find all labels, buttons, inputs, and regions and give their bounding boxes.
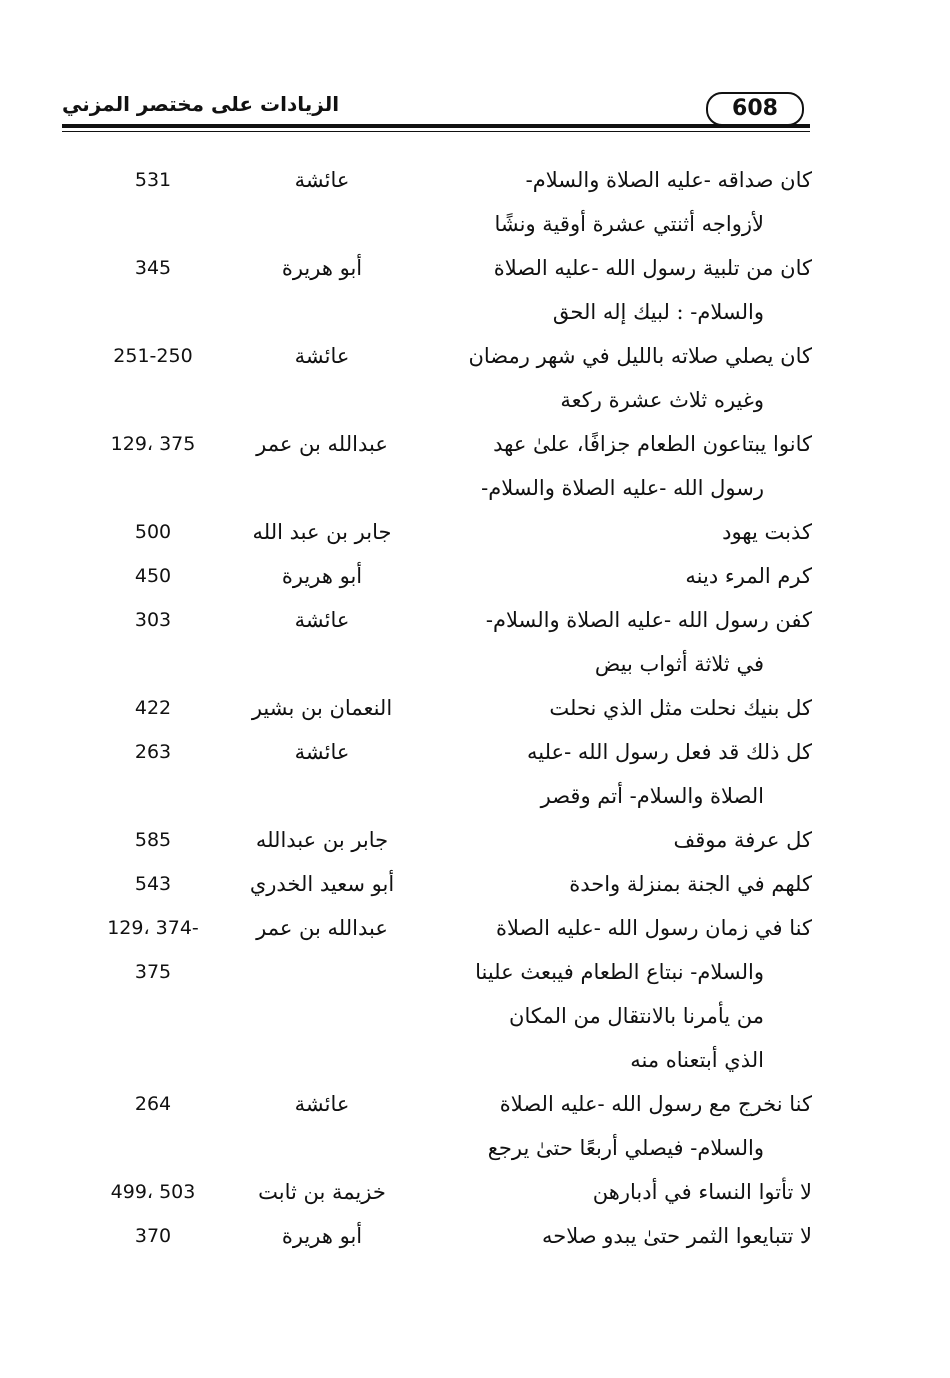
narrator-name: أبو هريرة bbox=[281, 256, 363, 280]
page-reference: 422 bbox=[134, 697, 172, 719]
hadith-text-line: كان يصلي صلاته بالليل في شهر رمضان bbox=[468, 344, 812, 368]
page-references bbox=[60, 862, 246, 906]
page-reference: 500 bbox=[134, 521, 172, 543]
hadith-text-continuation: الذي أبتعناه منه bbox=[630, 1048, 764, 1072]
running-title: الزيادات على مختصر المزني bbox=[62, 92, 340, 116]
page-references bbox=[60, 1082, 246, 1126]
hadith-text-line: كلهم في الجنة بمنزلة واحدة bbox=[569, 872, 812, 896]
hadith-text-continuation: والسلام- : لبيك إله الحق bbox=[552, 300, 764, 324]
narrator-name: أبو هريرة bbox=[281, 1224, 363, 1248]
hadith-text-line: كنا في زمان رسول الله -عليه الصلاة bbox=[496, 916, 812, 940]
hadith-text bbox=[432, 730, 812, 818]
hadith-text-line: كرم المرء دينه bbox=[685, 564, 812, 588]
page-references bbox=[60, 246, 246, 290]
hadith-text bbox=[432, 422, 812, 510]
hadith-text-continuation: من يأمرنا بالانتقال من المكان bbox=[509, 1004, 764, 1028]
narrator-name: أبو هريرة bbox=[281, 564, 363, 588]
hadith-text-line: كذبت يهود bbox=[722, 520, 812, 544]
page-references bbox=[60, 730, 246, 774]
hadith-text-continuation: والسلام- نبتاع الطعام فيبعث علينا bbox=[475, 960, 764, 984]
page-reference: 263 bbox=[134, 741, 172, 763]
page-references bbox=[60, 158, 246, 202]
hadith-text bbox=[432, 158, 812, 246]
page-reference: 129، 375 bbox=[110, 433, 196, 455]
page-reference: 585 bbox=[134, 829, 172, 851]
page-references bbox=[60, 598, 246, 642]
page-reference: 499، 503 bbox=[110, 1181, 196, 1203]
hadith-text bbox=[432, 510, 812, 554]
hadith-text-line: كفن رسول الله -عليه الصلاة والسلام- bbox=[485, 608, 812, 632]
page-reference: 370 bbox=[134, 1225, 172, 1247]
hadith-text bbox=[432, 818, 812, 862]
page-references bbox=[60, 906, 246, 994]
hadith-text bbox=[432, 554, 812, 598]
hadith-text-line: كل بنيك نحلت مثل الذي نحلت bbox=[549, 696, 812, 720]
hadith-text-line: كانوا يبتاعون الطعام جزافًا، علىٰ عهد bbox=[493, 432, 812, 456]
hadith-text bbox=[432, 1214, 812, 1258]
narrator-name: عبدالله بن عمر bbox=[256, 432, 388, 456]
hadith-text-continuation: الصلاة والسلام- أتم وقصر bbox=[540, 784, 764, 808]
hadith-text bbox=[432, 598, 812, 686]
hadith-text bbox=[432, 906, 812, 1082]
narrator-name: عائشة bbox=[294, 344, 350, 368]
page-reference: 543 bbox=[134, 873, 172, 895]
page-reference: 303 bbox=[134, 609, 172, 631]
page-reference: 450 bbox=[134, 565, 172, 587]
hadith-text-continuation: في ثلاثة أثواب بيض bbox=[594, 652, 764, 676]
hadith-text-line: كل ذلك قد فعل رسول الله -عليه bbox=[527, 740, 812, 764]
narrator-name: عائشة bbox=[294, 168, 350, 192]
narrator-name: عائشة bbox=[294, 608, 350, 632]
narrator-name: عائشة bbox=[294, 740, 350, 764]
narrator-name: عائشة bbox=[294, 1092, 350, 1116]
hadith-text-line: كل عرفة موقف bbox=[673, 828, 812, 852]
page-reference: 345 bbox=[134, 257, 172, 279]
hadith-text-continuation: وغيره ثلاث عشرة ركعة bbox=[560, 388, 764, 412]
page-references bbox=[60, 1170, 246, 1214]
hadith-text-line: كان صداقه -عليه الصلاة والسلام- bbox=[525, 168, 812, 192]
narrator-name: عبدالله بن عمر bbox=[256, 916, 388, 940]
hadith-text bbox=[432, 334, 812, 422]
page-reference: 264 bbox=[134, 1093, 172, 1115]
hadith-text-line: كنا نخرج مع رسول الله -عليه الصلاة bbox=[499, 1092, 812, 1116]
hadith-text bbox=[432, 1082, 812, 1170]
hadith-text bbox=[432, 686, 812, 730]
page-references bbox=[60, 554, 246, 598]
hadith-text-line: لا تتبايعوا الثمر حتىٰ يبدو صلاحه bbox=[542, 1224, 812, 1248]
narrator-name: أبو سعيد الخدري bbox=[249, 872, 395, 896]
page-references bbox=[60, 422, 246, 466]
hadith-text-line: لا تأتوا النساء في أدبارهن bbox=[592, 1180, 812, 1204]
header-rule-thick bbox=[62, 124, 810, 128]
page-references bbox=[60, 1214, 246, 1258]
header-rule-thin bbox=[62, 131, 810, 132]
hadith-text bbox=[432, 246, 812, 334]
hadith-text bbox=[432, 1170, 812, 1214]
page-reference: 251-250 bbox=[113, 345, 193, 367]
hadith-text-continuation: والسلام- فيصلي أربعًا حتىٰ يرجع bbox=[487, 1136, 764, 1160]
narrator-name: جابر بن عبدالله bbox=[255, 828, 389, 852]
page-number: 608 bbox=[706, 92, 804, 126]
hadith-text bbox=[432, 862, 812, 906]
page-references bbox=[60, 510, 246, 554]
page-references bbox=[60, 818, 246, 862]
narrator-name: خزيمة بن ثابت bbox=[258, 1180, 386, 1204]
narrator-name: النعمان بن بشير bbox=[251, 696, 393, 720]
page-reference: 531 bbox=[134, 169, 172, 191]
hadith-text-line: كان من تلبية رسول الله -عليه الصلاة bbox=[493, 256, 812, 280]
hadith-text-continuation: لأزواجه أثنتي عشرة أوقية ونشًا bbox=[494, 212, 764, 236]
page-header bbox=[62, 92, 810, 136]
hadith-text-continuation: رسول الله -عليه الصلاة والسلام- bbox=[481, 476, 764, 500]
page-references bbox=[60, 686, 246, 730]
page-reference: 129، 374- bbox=[107, 917, 199, 939]
narrator-name: جابر بن عبد الله bbox=[252, 520, 392, 544]
page-reference: 375 bbox=[134, 961, 172, 983]
page-references bbox=[60, 334, 246, 378]
